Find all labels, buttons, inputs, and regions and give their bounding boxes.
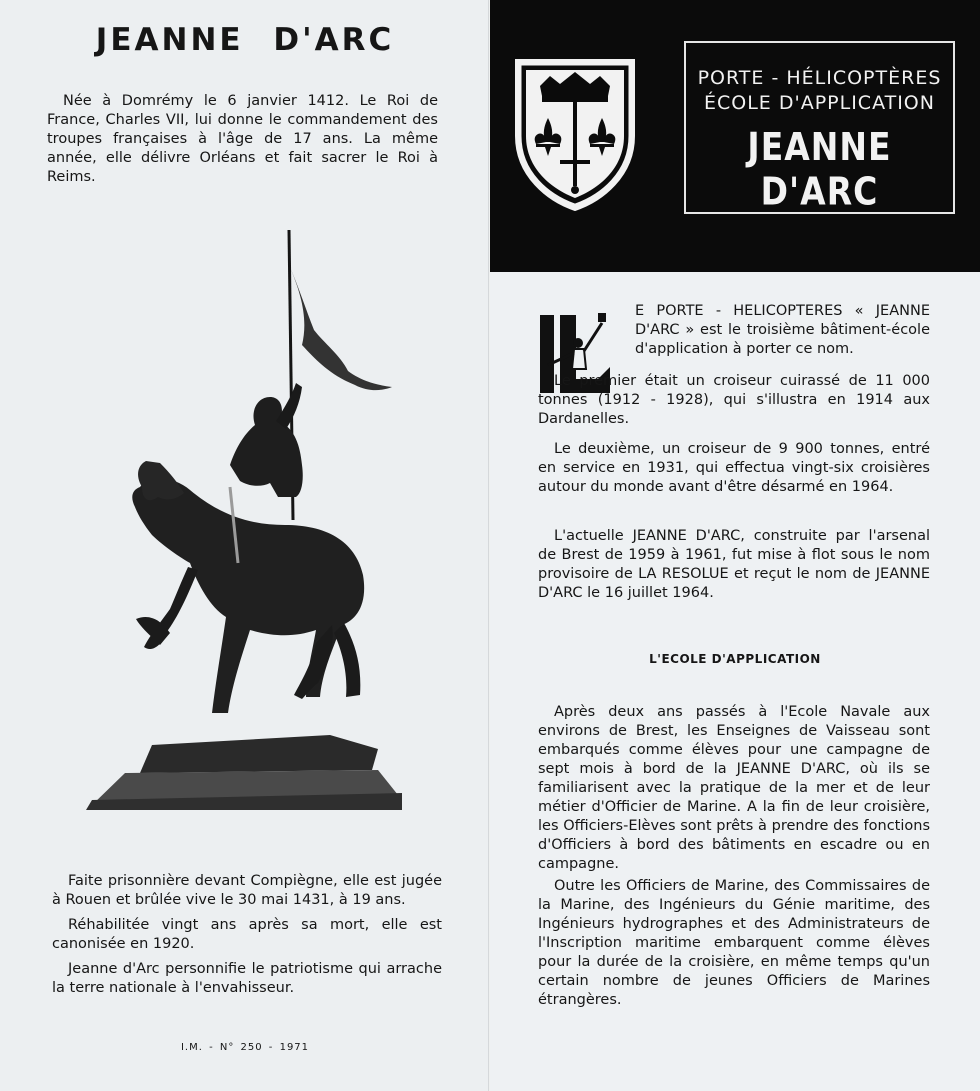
section-heading-ecole: L'ECOLE D'APPLICATION [649,652,821,666]
header-line-ship-name: JEANNE D'ARC [747,124,892,214]
paragraph-capture: Faite prisonnière devant Compiègne, elle est jugée à Rouen et brûlée vive le 30 mai 1431, à 19 ans. [52,873,442,908]
header-band [490,0,980,272]
right-panel [490,0,980,1091]
intro-paragraph: Née à Domrémy le 6 janvier 1412. Le Roi de France, Charles VII, lui donne le commandement des troupes françaises à l'âge de 17 ans. La même année, elle délivre Orléans et fait sacrer le Roi à Reims. [47,93,438,185]
paragraph-other-officers: Outre les Officiers de Marine, des Commissaires de la Marine, des Ingénieurs du Génie maritime, des Ingénieurs hydrographes et des Administrateurs de l'Inscription maritime embarquent comme élèves pour la durée de la croisière, en même temps qu'un certain nombre de jeunes Officiers de Marines étrangères. [538,878,930,1008]
bottom-text-block [52,872,442,1004]
title-box [684,41,955,214]
paragraph-rehabilitation: Réhabilitée vingt ans après sa mort, elle est canonisée en 1920. [52,917,442,952]
header-line-porte-helicopteres: PORTE - HÉLICOPTÈRES [697,67,942,89]
statue-illustration [80,225,410,810]
left-panel-title: JEANNE D'ARC [95,22,395,58]
header-line-ecole: ÉCOLE D'APPLICATION [704,92,935,114]
paragraph-first-ship: Le premier était un croiseur cuirassé de 11 000 tonnes (1912 - 1928), qui s'illustra en 1914 aux Dardanelles. [538,373,930,427]
footer-reference: I.M. - N° 250 - 1971 [180,1042,310,1053]
paragraph-current-ship: L'actuelle JEANNE D'ARC, construite par l'arsenal de Brest de 1959 à 1961, fut mise à flot sous le nom provisoire de LA RESOLUE et reçut le nom de JEANNE D'ARC le 16 juillet 1964. [538,528,930,601]
opening-paragraph: E PORTE - HELICOPTERES « JEANNE D'ARC » est le troisième bâtiment-école d'application à porter ce nom. [635,303,930,357]
coat-of-arms-icon [512,56,638,214]
paragraph-second-ship: Le deuxième, un croiseur de 9 900 tonnes, entré en service en 1931, qui effectua vingt-six croisières autour du monde avant d'être désarmé en 1964. [538,441,930,495]
paragraph-patriotism: Jeanne d'Arc personnifie le patriotisme qui arrache la terre nationale à l'envahisseur. [52,961,442,996]
intro-block [47,92,438,193]
paragraph-ecole-navale: Après deux ans passés à l'Ecole Navale aux environs de Brest, les Enseignes de Vaisseau sont embarqués comme élèves pour une campagne de sept mois à bord de la JEANNE D'ARC, où ils se familiarisent avec la pratique de la mer et de leur métier d'Officier de Marine. A la fin de leur croisière, les Officiers-Elèves sont prêts à prendre des fonctions d'Officiers à bord des bâtiments en escadre ou en campagne. [538,704,930,872]
